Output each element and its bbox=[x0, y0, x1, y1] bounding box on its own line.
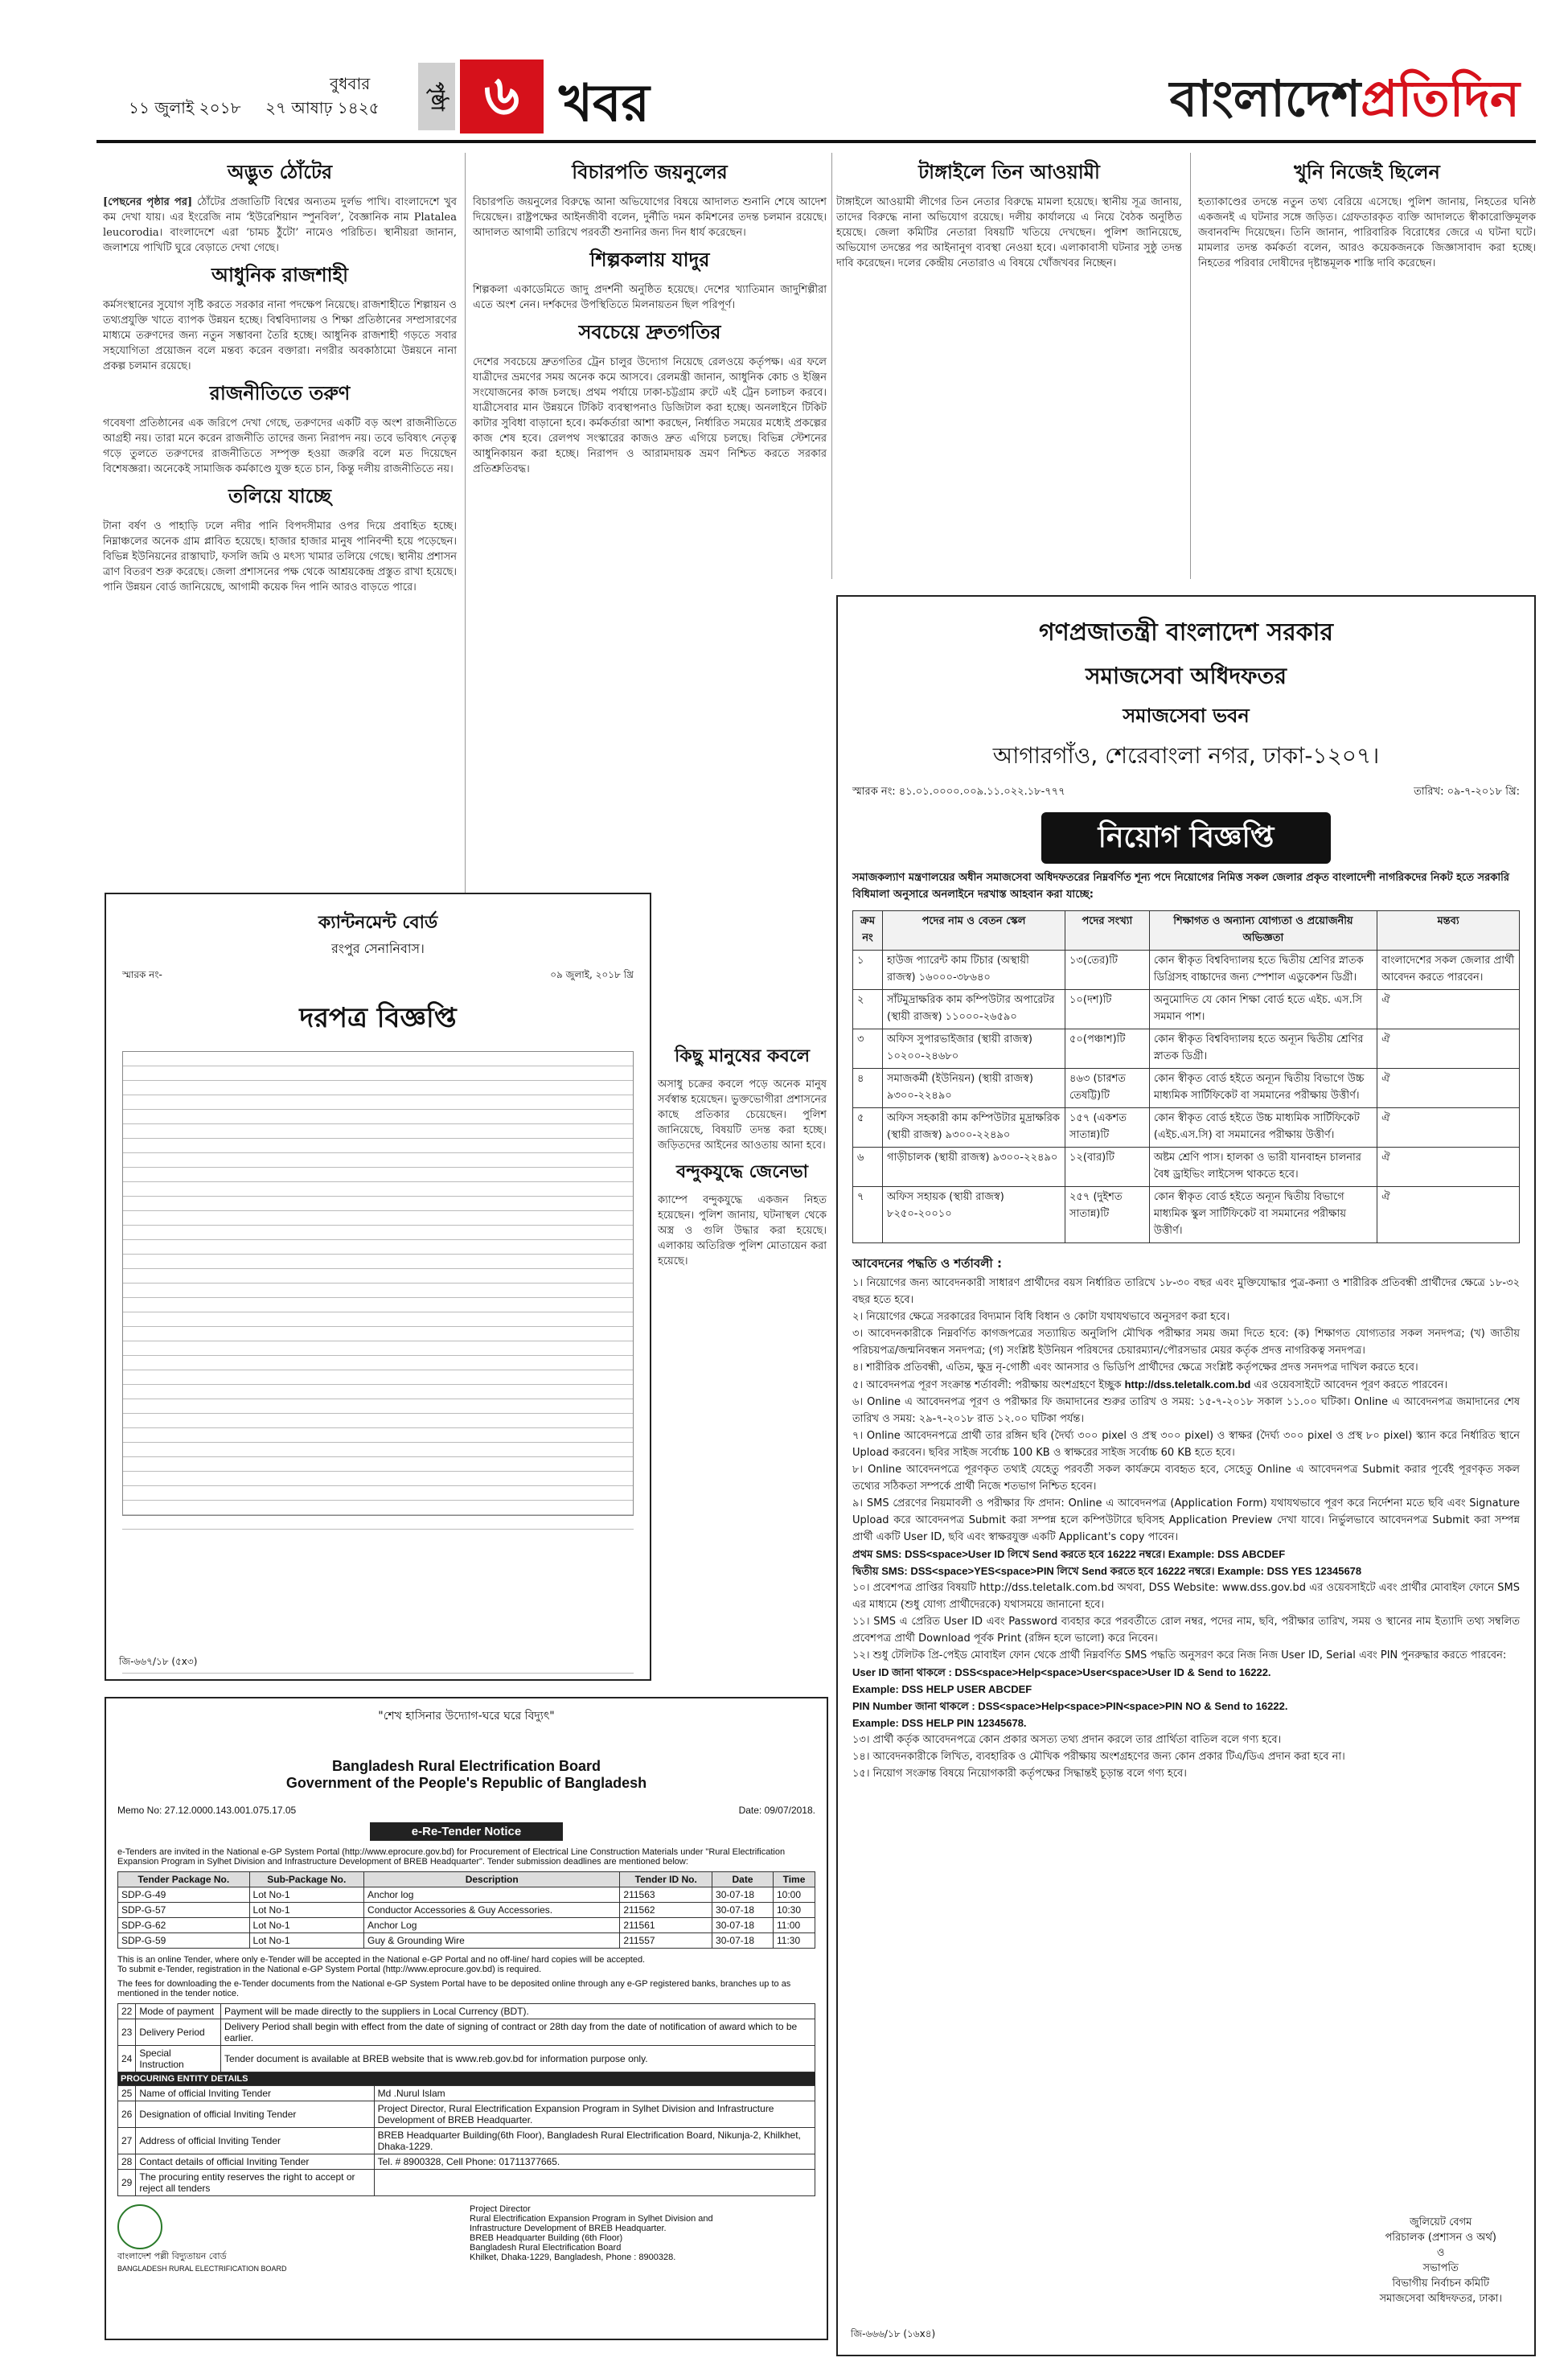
table-cell: ১০(দশ)টি bbox=[1065, 990, 1149, 1029]
column-2b bbox=[658, 1037, 827, 1681]
table-cell: Lot No-1 bbox=[249, 1903, 364, 1918]
notice-dept: সমাজসেবা অধিদফতর bbox=[1086, 663, 1287, 689]
tender-table bbox=[122, 1051, 634, 1516]
table-cell: ১২(বার)টি bbox=[1065, 1148, 1149, 1187]
table-row bbox=[118, 2101, 815, 2128]
table-cell: 10:00 bbox=[774, 1887, 815, 1903]
table-cell: 24 bbox=[118, 2046, 136, 2072]
page-number: ৬ bbox=[460, 60, 544, 133]
article-text: কর্মসংস্থানের সুযোগ সৃষ্টি করতে সরকার নানা পদক্ষেপ নিয়েছে। রাজশাহীতে শিল্পায়ন ও তথ্যপ্রযুক্তি খাতে ব্যাপক উন্নয়ন হচ্ছে। বিশ্ববিদ্যালয় ও শিক্ষা প্রতিষ্ঠানের সম্প্রসারণের মাধ্যমে তরুণদের জন্য নতুন সম্ভাবনা তৈরি হচ্ছে। আধুনিক রাজশাহী গড়তে সবার সহযোগিতা প্রয়োজন বলে মন্তব্য করেন বক্তারা। নগরীর অবকাঠামো উন্নয়নে নানা প্রকল্প চলমান রয়েছে। bbox=[103, 299, 457, 372]
headline: সবচেয়ে দ্রুতগতির bbox=[578, 321, 721, 343]
table-cell: ঐ bbox=[1377, 1187, 1520, 1243]
table-cell: অনুমোদিত যে কোন শিক্ষা বোর্ড হতে এইচ. এস.সি সমমান পাশ। bbox=[1149, 990, 1377, 1029]
breb-note: To submit e-Tender, registration in the National e-GP System Portal (http://www.eprocure.gov.bd) is required. bbox=[117, 1965, 542, 1974]
table-cell: ৫০(পঞ্চাশ)টি bbox=[1065, 1029, 1149, 1069]
masthead-date: ১১ জুলাই ২০১৮ bbox=[129, 98, 241, 117]
table-cell: Payment will be made directly to the suppliers in Local Currency (BDT). bbox=[221, 2004, 815, 2019]
table-cell: ৬ bbox=[853, 1148, 883, 1187]
table-cell: 27 bbox=[118, 2128, 136, 2154]
table-header: মন্তব্য bbox=[1377, 911, 1520, 951]
headline: রাজনীতিতে তরুণ bbox=[209, 382, 351, 405]
column-3 bbox=[836, 153, 1182, 587]
ad-title: দরপত্র বিজ্ঞপ্তি bbox=[299, 1002, 457, 1034]
online-url[interactable]: http://dss.teletalk.com.bd bbox=[1124, 1378, 1251, 1390]
govt-recruitment-notice bbox=[836, 595, 1536, 2356]
table-header: Sub-Package No. bbox=[249, 1872, 364, 1887]
notice-address: আগারগাঁও, শেরেবাংলা নগর, ঢাকা-১২০৭। bbox=[992, 742, 1380, 769]
column-4 bbox=[1198, 153, 1536, 587]
table-cell: অফিস সহকারী কাম কম্পিউটার মুদ্রাক্ষরিক (স্থায়ী রাজস্ব) ৯৩০০-২২৪৯০ bbox=[883, 1108, 1065, 1148]
table-cell: ঐ bbox=[1377, 1108, 1520, 1148]
table-cell: Contact details of official Inviting Tender bbox=[136, 2154, 374, 2170]
lead-tag: [পেছনের পৃষ্ঠার পর] bbox=[103, 196, 193, 208]
table-cell: Md .Nurul Islam bbox=[374, 2086, 815, 2101]
table-cell: 11:30 bbox=[774, 1933, 815, 1949]
signature-line: Bangladesh Rural Electrification Board bbox=[470, 2243, 622, 2253]
table-row bbox=[118, 2046, 815, 2072]
table-row bbox=[118, 1918, 815, 1933]
table-row bbox=[853, 990, 1520, 1029]
table-cell: কোন স্বীকৃত বোর্ড হইতে উচ্চ মাধ্যমিক সার্টিফিকেট (এইচ.এস.সি) বা সমমানের পরীক্ষায় উত্তীর্ণ। bbox=[1149, 1108, 1377, 1148]
table-cell: ঐ bbox=[1377, 990, 1520, 1029]
table-cell: 10:30 bbox=[774, 1903, 815, 1918]
table-header: শিক্ষাগত ও অন্যান্য যোগ্যতা ও প্রয়োজনীয় অভিজ্ঞতা bbox=[1149, 911, 1377, 951]
table-cell: Tender document is available at BREB website that is www.reb.gov.bd for information purpose only. bbox=[221, 2046, 815, 2072]
breb-note: This is an online Tender, where only e-Tender will be accepted in the National e-GP Portal and no off-line/ hard copies will be accepted. bbox=[117, 1955, 646, 1965]
help-instruction-2b: Example: DSS HELP PIN 12345678. bbox=[852, 1717, 1027, 1729]
table-cell: 22 bbox=[118, 2004, 136, 2019]
table-cell: ঐ bbox=[1377, 1029, 1520, 1069]
table-cell: ঐ bbox=[1377, 1148, 1520, 1187]
table-cell: Anchor Log bbox=[364, 1918, 620, 1933]
logo-part-a: বাংলাদেশ bbox=[1169, 69, 1361, 128]
table-header: Time bbox=[774, 1872, 815, 1887]
signature-line: Khilket, Dhaka-1229, Bangladesh, Phone : 8900328. bbox=[470, 2253, 676, 2262]
help-instruction-1: User ID জানা থাকলে : DSS<space>Help<space>User<space>User ID & Send to 16222. bbox=[852, 1666, 1271, 1678]
table-cell: অষ্টম শ্রেণি পাস। হালকা ও ভারী যানবাহন চালনার বৈধ ড্রাইভিং লাইসেন্স থাকতে হবে। bbox=[1149, 1148, 1377, 1187]
breb-logo-icon bbox=[117, 2204, 162, 2249]
notice-intro: সমাজকল্যাণ মন্ত্রণালয়ের অধীন সমাজসেবা অধিদফতরের নিম্নবর্ণিত শূন্য পদে নিয়োগের নিমিত্ত সকল জেলার প্রকৃত বাংলাদেশী নাগরিকদের নিকট হতে সরকারি বিধিমালা অনুসারে অনলাইনে দরখাস্ত আহবান করা যাচ্ছে: bbox=[852, 872, 1510, 901]
table-cell: ৪৬৩ (চারশত তেষট্টি)টি bbox=[1065, 1069, 1149, 1108]
table-cell: SDP-G-57 bbox=[118, 1903, 250, 1918]
article-text: হত্যাকাণ্ডের তদন্তে নতুন তথ্য বেরিয়ে এসেছে। পুলিশ জানায়, নিহতের ঘনিষ্ঠ একজনই এ ঘটনার সঙ্গে জড়িত। গ্রেফতারকৃত ব্যক্তি আদালতে স্বীকারোক্তিমূলক জবানবন্দি দিয়েছেন। তিনি জানান, পারিবারিক বিরোধের জেরে এ ঘটনা ঘটে। মামলার তদন্ত কর্মকর্তা বলেন, আরও কয়েকজনকে জিজ্ঞাসাবাদ করা হচ্ছে। নিহতের পরিবার দোষীদের দৃষ্টান্তমূলক শাস্তি দাবি করেছেন। bbox=[1198, 196, 1536, 269]
table-cell: Delivery Period bbox=[136, 2019, 221, 2046]
table-cell: 30-07-18 bbox=[712, 1918, 774, 1933]
table-cell: Project Director, Rural Electrification Expansion Program in Sylhet Division and Infrastructure Development of BREB Headquarter. bbox=[374, 2101, 815, 2128]
notice-footer: জি-৬৬৬/১৮ (১৬x৪) bbox=[851, 2328, 936, 2339]
headline: খুনি নিজেই ছিলেন bbox=[1294, 161, 1440, 183]
table-row bbox=[853, 1108, 1520, 1148]
article-text: টাঙ্গাইলে আওয়ামী লীগের তিন নেতার বিরুদ্ধে মামলা হয়েছে। স্থানীয় সূত্র জানায়, তাদের বিরুদ্ধে নানা অভিযোগ রয়েছে। দলীয় কার্যালয়ে এ নিয়ে বৈঠক অনুষ্ঠিত হয়েছে। জেলা কমিটির নেতারা বিষয়টি খতিয়ে দেখছেন। পুলিশ জানিয়েছে, অভিযোগ তদন্তের পর আইনানুগ ব্যবস্থা নেওয়া হবে। এলাকাবাসী ঘটনার সুষ্ঠু তদন্ত দাবি করেছেন। দলের কেন্দ্রীয় নেতারাও এ বিষয়ে খোঁজখবর নিচ্ছেন। bbox=[836, 196, 1182, 269]
article-text: দেশের সবচেয়ে দ্রুতগতির ট্রেন চালুর উদ্যোগ নিয়েছে রেলওয়ে কর্তৃপক্ষ। এর ফলে যাত্রীদের ভ্রমণের সময় অনেক কমে আসবে। রেলমন্ত্রী জানান, আধুনিক কোচ ও ইঞ্জিন সংযোজনের কাজ চলছে। প্রথম পর্যায়ে ঢাকা-চট্টগ্রাম রুটে এই ট্রেন চলাচল করবে। যাত্রীসেবার মান উন্নয়নে টিকিট ব্যবস্থাপনাও ডিজিটাল করা হচ্ছে। অনলাইনে টিকিট কাটার সুবিধা বাড়ানো হবে। কর্মকর্তারা আশা করছেন, নির্ধারিত সময়ের মধ্যেই প্রকল্পের কাজ শেষ হবে। রেলপথ সংস্কারের কাজও দ্রুত এগিয়ে চলছে। বিভিন্ন স্টেশনের আধুনিকায়ন করা হচ্ছে। নিরাপদ ও আরামদায়ক ভ্রমণ নিশ্চিত করতে সরকার প্রতিশ্রুতিবদ্ধ। bbox=[473, 356, 827, 475]
breb-info-table bbox=[117, 2003, 815, 2072]
table-cell: 30-07-18 bbox=[712, 1887, 774, 1903]
table-cell: অফিস সুপারভাইজার (স্থায়ী রাজস্ব) ১০২০০-২৪৬৮০ bbox=[883, 1029, 1065, 1069]
table-cell: ১ bbox=[853, 951, 883, 990]
table-row bbox=[118, 1887, 815, 1903]
table-cell: ৭ bbox=[853, 1187, 883, 1243]
table-row bbox=[853, 1187, 1520, 1243]
table-row bbox=[118, 2086, 815, 2101]
signature-line: Infrastructure Development of BREB Headquarter. bbox=[470, 2224, 667, 2233]
table-cell: 30-07-18 bbox=[712, 1933, 774, 1949]
ad-footer: জি-৬৬৭/১৮ (৫x৩) bbox=[119, 1656, 198, 1667]
table-cell: 28 bbox=[118, 2154, 136, 2170]
table-cell: SDP-G-62 bbox=[118, 1918, 250, 1933]
table-cell: কোন স্বীকৃত বিশ্ববিদ্যালয় হতে দ্বিতীয় শ্রেণির স্নাতক ডিগ্রিসহ বাচ্চাদের জন্য স্পেশাল এডুকেশন ডিগ্রী। bbox=[1149, 951, 1377, 990]
table-cell: Special Instruction bbox=[136, 2046, 221, 2072]
table-cell: Lot No-1 bbox=[249, 1918, 364, 1933]
breb-signature bbox=[470, 2204, 815, 2273]
table-cell: Tel. # 8900328, Cell Phone: 01711377665. bbox=[374, 2154, 815, 2170]
table-header: Description bbox=[364, 1872, 620, 1887]
table-row bbox=[118, 1933, 815, 1949]
table-cell: ৩ bbox=[853, 1029, 883, 1069]
table-cell: 11:00 bbox=[774, 1918, 815, 1933]
masthead bbox=[96, 50, 1536, 138]
headline: আধুনিক রাজশাহী bbox=[211, 264, 349, 286]
logo-part-b: প্রতিদিন bbox=[1361, 69, 1520, 128]
table-row bbox=[118, 2154, 815, 2170]
breb-org: Bangladesh Rural Electrification Board bbox=[331, 1758, 601, 1774]
column-divider bbox=[1190, 153, 1191, 579]
vacancy-table bbox=[852, 910, 1520, 1243]
article-text: গবেষণা প্রতিষ্ঠানের এক জরিপে দেখা গেছে, তরুণদের একটি বড় অংশ রাজনীতিতে আগ্রহী নয়। তারা মনে করেন রাজনীতি তাদের জন্য নিরাপদ নয়। তবে ভবিষ্যৎ নেতৃত্ব গড়ে তুলতে তরুণদের রাজনীতিতে সম্পৃক্ত হওয়া জরুরি বলে মত দিয়েছেন বিশেষজ্ঞরা। অনেকেই সামাজিক কর্মকাণ্ডে যুক্ত হতে চান, কিন্তু দলীয় রাজনীতিতে নয়। bbox=[103, 417, 457, 475]
table-cell: Lot No-1 bbox=[249, 1933, 364, 1949]
table-cell: ৪ bbox=[853, 1069, 883, 1108]
masthead-rule bbox=[96, 140, 1536, 143]
table-header: Tender ID No. bbox=[620, 1872, 712, 1887]
ad-subheader: রংপুর সেনানিবাস। bbox=[331, 941, 425, 956]
breb-tender-ad bbox=[105, 1697, 828, 2340]
headline: টাঙ্গাইলে তিন আওয়ামী bbox=[918, 161, 1100, 183]
signature-line: জুলিয়েট বেগম bbox=[1410, 2216, 1472, 2228]
table-header: পদের নাম ও বেতন স্কেল bbox=[883, 911, 1065, 951]
table-cell: Guy & Grounding Wire bbox=[364, 1933, 620, 1949]
table-cell: 25 bbox=[118, 2086, 136, 2101]
table-cell: SDP-G-59 bbox=[118, 1933, 250, 1949]
breb-proc-table bbox=[117, 2085, 815, 2196]
table-row bbox=[118, 1903, 815, 1918]
table-cell: ১৫৭ (একশত সাতান্ন)টি bbox=[1065, 1108, 1149, 1148]
headline: কিছু মানুষের কবলে bbox=[674, 1046, 810, 1066]
table-cell: Name of official Inviting Tender bbox=[136, 2086, 374, 2101]
table-row bbox=[853, 1029, 1520, 1069]
table-cell: সাঁটমুদ্রাক্ষরিক কাম কম্পিউটার অপারেটর (স্থায়ী রাজস্ব) ১১০০০-২৬৫৯০ bbox=[883, 990, 1065, 1029]
table-cell: 26 bbox=[118, 2101, 136, 2128]
table-cell: কোন স্বীকৃত বোর্ড হইতে অন্যূন দ্বিতীয় বিভাগে উচ্চ মাধ্যমিক সার্টিফিকেট বা সমমানের পরীক্ষায় উত্তীর্ণ। bbox=[1149, 1069, 1377, 1108]
help-instruction-2: PIN Number জানা থাকলে : DSS<space>Help<space>PIN<space>PIN NO & Send to 16222. bbox=[852, 1700, 1288, 1712]
breb-note: The fees for downloading the e-Tender documents from the National e-GP System Portal have to be deposited online through any e-GP registered banks, branches up to as mentioned in the tender notice. bbox=[117, 1979, 791, 1998]
article-text: ক্যাম্পে বন্দুকযুদ্ধে একজন নিহত হয়েছেন। পুলিশ জানায়, ঘটনাস্থল থেকে অস্ত্র ও গুলি উদ্ধার করা হয়েছে। এলাকায় অতিরিক্ত পুলিশ মোতায়েন করা হয়েছে। bbox=[658, 1194, 827, 1267]
article-text: বিচারপতি জয়নুলের বিরুদ্ধে আনা অভিযোগের বিষয়ে আদালত শুনানি শেষে আদেশ দিয়েছেন। রাষ্ট্রপক্ষের আইনজীবী বলেন, দুর্নীতি দমন কমিশনের তদন্ত চলমান রয়েছে। আদালত আগামী তারিখে পরবর্তী শুনানির জন্য দিন ধার্য করেছেন। bbox=[473, 196, 827, 239]
terms-title: আবেদনের পদ্ধতি ও শর্তাবলী : bbox=[852, 1256, 1002, 1271]
headline: বন্দুকযুদ্ধে জেনেভা bbox=[676, 1162, 808, 1182]
table-cell: ১৩(তের)টি bbox=[1065, 951, 1149, 990]
breb-notice-title: e-Re-Tender Notice bbox=[370, 1822, 563, 1841]
signature-line: বিভাগীয় নির্বাচন কমিটি bbox=[1392, 2277, 1490, 2290]
table-header: Date bbox=[712, 1872, 774, 1887]
table-cell: SDP-G-49 bbox=[118, 1887, 250, 1903]
column-1 bbox=[103, 153, 457, 860]
headline: বিচারপতি জয়নুলের bbox=[572, 161, 728, 183]
table-cell bbox=[374, 2170, 815, 2196]
table-cell: Lot No-1 bbox=[249, 1887, 364, 1903]
breb-memo: Memo No: 27.12.0000.143.001.075.17.05 bbox=[117, 1805, 297, 1816]
breb-logo-bn: বাংলাদেশ পল্লী বিদ্যুতায়ন বোর্ড bbox=[117, 2251, 227, 2261]
help-instruction-1b: Example: DSS HELP USER ABCDEF bbox=[852, 1683, 1032, 1695]
ad-date: ০৯ জুলাই, ২০১৮ খ্রি bbox=[550, 969, 634, 980]
table-cell: Anchor log bbox=[364, 1887, 620, 1903]
notice-building: সমাজসেবা ভবন bbox=[1123, 704, 1250, 727]
table-cell: 211562 bbox=[620, 1903, 712, 1918]
table-cell: ৫ bbox=[853, 1108, 883, 1148]
breb-gov: Government of the People's Republic of Bangladesh bbox=[285, 1775, 647, 1791]
table-cell: Conductor Accessories & Guy Accessories. bbox=[364, 1903, 620, 1918]
sms-instruction-1: DSS<space>User ID লিখে Send করতে হবে 16222 নম্বরে। Example: DSS ABCDEF bbox=[905, 1548, 1286, 1560]
table-cell: বাংলাদেশের সকল জেলার প্রার্থী আবেদন করতে পারবেন। bbox=[1377, 951, 1520, 990]
signature-line: সমাজসেবা অধিদফতর, ঢাকা। bbox=[1379, 2293, 1502, 2305]
page-label: পৃষ্ঠা bbox=[418, 63, 455, 130]
headline: অদ্ভুত ঠোঁটের bbox=[227, 161, 333, 183]
ad-ref: স্মারক নং- bbox=[122, 969, 162, 980]
newspaper-logo bbox=[1170, 61, 1520, 144]
table-cell: গাড়ীচালক (স্থায়ী রাজস্ব) ৯৩০০-২২৪৯০ bbox=[883, 1148, 1065, 1187]
tender-notes bbox=[122, 1529, 634, 1674]
tender-notice-ad bbox=[105, 893, 651, 1681]
terms-text: ১। নিয়োগের জন্য আবেদনকারী সাধারণ প্রার্থীদের বয়স নির্ধারিত তারিখে ১৮-৩০ বছর এবং মুক্তিযোদ্ধার পুত্র-কন্যা ও শারীরিক প্রতিবন্ধী প্রার্থীদের ক্ষেত্রে ১৮-৩২ বছর হতে হবে। ২। নিয়োগের ক্ষেত্রে সরকারের বিদ্যমান বিধি বিধান ও কোটা যথাযথভাবে অনুসরণ করা হবে। ৩। আবেদনকারীকে নিম্নবর্ণিত কাগজপত্রের সত্যায়িত অনুলিপি মৌখিক পরীক্ষার সময় জমা দিতে হবে: (ক) শিক্ষাগত যোগ্যতার সকল সনদপত্র; (খ) জাতীয় পরিচয়পত্র/জন্মনিবন্ধন সনদপত্র; (গ) সংশ্লিষ্ট ইউনিয়ন পরিষদের চেয়ারম্যান/পৌরসভার মেয়র কর্তৃক প্রদত্ত নাগরিকত্ব সনদপত্র। ৪। শারীরিক প্রতিবন্ধী, এতিম, ক্ষুদ্র নৃ-গোষ্ঠী এবং আনসার ও ভিডিপি প্রার্থীদের ক্ষেত্রে সংশ্লিষ্ট কর্তৃপক্ষের প্রদত্ত সনদপত্র দাখিল করতে হবে। ৫। আবেদনপত্র পূরণ সংক্রান্ত শর্তাবলী: পরীক্ষায় অংশগ্রহণে ইচ্ছুক http://dss.teletalk.com.bd এর ওয়েবসাইটে আবেদন পূরণ করতে পারবেন। ৬। Online এ আবেদনপত্র পূরণ ও পরীক্ষার ফি জমাদানের শুরুর তারিখ ও সময়: ১৫-৭-২০১৮ সকাল ১১.০০ ঘটিকা। Online এ আবেদনপত্র জমাদানের শেষ তারিখ ও সময়: ২৯-৭-২০১৮ রাত ১২.০০ ঘটিকা পর্যন্ত। ৭। Online আবেদনপত্রে প্রার্থী তার রঙ্গিন ছবি (দৈর্ঘ্য ৩০০ pixel ও প্রস্থ ৩০০ pixel) ও স্বাক্ষর (দৈর্ঘ্য ৩০০ pixel ও প্রস্থ ৮০ pixel) স্ক্যান করে নির্ধারিত স্থানে Upload করবেন। ছবির সাইজ সর্বোচ্চ 100 KB ও স্বাক্ষরের সাইজ সর্বোচ্চ 60 KB হতে হবে। ৮। Online আবেদনপত্রে পূরণকৃত তথ্যই যেহেতু পরবর্তী সকল কার্যক্রমে ব্যবহৃত হবে, সেহেতু Online এ আবেদনপত্র Submit করার পূর্বেই পূরণকৃত সকল তথ্যের সঠিকতা সম্পর্কে প্রার্থী নিজে শতভাগ নিশ্চিত হবেন। ৯। SMS প্রেরণের নিয়মাবলী ও পরীক্ষার ফি প্রদান: Online এ আবেদনপত্র (Application Form) যথাযথভাবে পূরণ করে নির্দেশনা মতে ছবি এবং Signature Upload করে আবেদনপত্র Submit করা সম্পন্ন হলে কম্পিউটারে ছবিসহ Application Preview দেখা যাবে। নির্ভুলভাবে আবেদনপত্র Submit করা সম্পন্ন প্রার্থী একটি User ID, ছবি এবং স্বাক্ষরযুক্ত একটি Applicant's copy পাবেন। প্রথম SMS: DSS<space>User ID লিখে Send করতে হবে 16222 নম্বরে। Example: DSS ABCDEF দ্বিতীয় SMS: DSS<space>YES<space>PIN লিখে Send করতে হবে 16222 নম্বরে। Example: DSS YES 12345678 ১০। প্রবেশপত্র প্রাপ্তির বিষয়টি http://dss.teletalk.com.bd অথবা, DSS Website: www.dss.gov.bd এর ওয়েবসাইটে এবং প্রার্থীর মোবাইল ফোনে SMS এর মাধ্যমে (শুধু যোগ্য প্রার্থীদেরকে) যথাসময়ে জানানো হবে। ১১। SMS এ প্রেরিত User ID এবং Password ব্যবহার করে পরবর্তীতে রোল নম্বর, পদের নাম, ছবি, পরীক্ষার তারিখ, সময় ও স্থানের নাম ইত্যাদি তথ্য সম্বলিত প্রবেশপত্র প্রার্থী Download পূর্বক Print (রঙ্গিন হলে ভালো) করে নিবেন। ১২। শুধু টেলিটক প্রি-পেইড মোবাইল ফোন থেকে প্রার্থী নিম্নবর্ণিত SMS পদ্ধতি অনুসরণ করে নিজ নিজ User ID, Serial এবং PIN পুনরুদ্ধার করতে পারবেন: User ID জানা থাকলে : DSS<space>Help<space>User<space>User ID & Send to 16222. Example: DSS HELP USER ABCDEF PIN Number জানা থাকলে : DSS<space>Help<space>PIN<space>PIN NO & Send to 16222. Example: DSS HELP PIN 12345678. ১৩। প্রার্থী কর্তৃক আবেদনপত্রে কোন প্রকার অসত্য তথ্য প্রদান করলে তার প্রার্থিতা বাতিল বলে গণ্য হবে। ১৪। আবেদনকারীকে লিখিত, ব্যবহারিক ও মৌখিক পরীক্ষায় অংশগ্রহণের জন্য কোন প্রকার টিএ/ডিএ প্রদান করা হবে না। ১৫। নিয়োগ সংক্রান্ত বিষয়ে নিয়োগকারী কর্তৃপক্ষের সিদ্ধান্তই চূড়ান্ত বলে গণ্য হবে। bbox=[852, 1277, 1520, 1780]
breb-proc-title: PROCURING ENTITY DETAILS bbox=[117, 2072, 815, 2085]
masthead-date-bn: ২৭ আষাঢ় ১৪২৫ bbox=[265, 98, 380, 117]
table-row bbox=[853, 1069, 1520, 1108]
masthead-day: বুধবার bbox=[330, 74, 371, 93]
table-row bbox=[118, 2170, 815, 2196]
signature-line: BREB Headquarter Building (6th Floor) bbox=[470, 2233, 623, 2243]
table-row bbox=[118, 2019, 815, 2046]
article-text: [পেছনের পৃষ্ঠার পর] ঠোঁটের প্রজাতিটি বিশ্বের অন্যতম দুর্লভ পাখি। বাংলাদেশে খুব কম দেখা যায়। এর ইংরেজি নাম ‘ইউরেশিয়ান স্পুনবিল’, বৈজ্ঞানিক নাম Platalea leucorodia। বাংলাদেশে এরা ‘চামচ ঠুঁটো’ নামেও পরিচিত। স্থানীয়রা জানান, জলাশয়ে পাখিটি ঘুরে বেড়াতে দেখা গেছে। bbox=[103, 196, 458, 254]
table-cell: Address of official Inviting Tender bbox=[136, 2128, 374, 2154]
table-cell: Designation of official Inviting Tender bbox=[136, 2101, 374, 2128]
signature-line: সভাপতি bbox=[1422, 2262, 1459, 2274]
table-header: পদের সংখ্যা bbox=[1065, 911, 1149, 951]
table-cell: অফিস সহায়ক (স্থায়ী রাজস্ব) ৮২৫০-২০০১০ bbox=[883, 1187, 1065, 1243]
article-text: অসাধু চক্রের কবলে পড়ে অনেক মানুষ সর্বস্বান্ত হয়েছেন। ভুক্তভোগীরা প্রশাসনের কাছে প্রতিকার চেয়েছেন। পুলিশ জানিয়েছে, বিষয়টি তদন্ত করা হচ্ছে। জড়িতদের আইনের আওতায় আনা হবে। bbox=[658, 1078, 827, 1152]
table-row bbox=[853, 1148, 1520, 1187]
table-cell: 23 bbox=[118, 2019, 136, 2046]
headline: শিল্পকলায় যাদুর bbox=[589, 248, 710, 271]
notice-govt: গণপ্রজাতন্ত্রী বাংলাদেশ সরকার bbox=[1039, 618, 1333, 647]
table-cell: কোন স্বীকৃত বিশ্ববিদ্যালয় হতে অন্যূন দ্বিতীয় শ্রেণির স্নাতক ডিগ্রী। bbox=[1149, 1029, 1377, 1069]
table-row bbox=[118, 2004, 815, 2019]
breb-slogan: "শেখ হাসিনার উদ্যোগ-ঘরে ঘরে বিদ্যুৎ" bbox=[378, 1710, 555, 1723]
signature-line: ও bbox=[1436, 2247, 1445, 2259]
table-cell: Mode of payment bbox=[136, 2004, 221, 2019]
table-cell: 30-07-18 bbox=[712, 1903, 774, 1918]
breb-tender-table bbox=[117, 1871, 815, 1949]
breb-date: Date: 09/07/2018. bbox=[738, 1805, 815, 1816]
breb-intro: e-Tenders are invited in the National e-GP System Portal (http://www.eprocure.gov.bd) for Procurement of Electrical Line Construction Materials under "Rural Electrification Expansion Program in Sylhet Division and Infrastructure Development of BREB Headquarter". Tender submission deadlines are mentioned below: bbox=[117, 1847, 786, 1867]
table-row bbox=[853, 951, 1520, 990]
table-cell: হাউজ প্যারেন্ট কাম টিচার (অস্থায়ী রাজস্ব) ১৬০০০-৩৮৬৪০ bbox=[883, 951, 1065, 990]
headline: তলিয়ে যাচ্ছে bbox=[228, 485, 332, 507]
table-cell: ২ bbox=[853, 990, 883, 1029]
table-cell: 211561 bbox=[620, 1918, 712, 1933]
ad-header: ক্যান্টনমেন্ট বোর্ড bbox=[318, 913, 438, 933]
signature-line: Project Director bbox=[470, 2204, 531, 2214]
table-cell: সমাজকর্মী (ইউনিয়ন) (স্থায়ী রাজস্ব) ৯৩০০-২২৪৯০ bbox=[883, 1069, 1065, 1108]
notice-ref: স্মারক নং: ৪১.০১.০০০০.০০৯.১১.০২২.১৮-৭৭৭ bbox=[852, 786, 1065, 798]
table-header: ক্রম নং bbox=[853, 911, 883, 951]
table-cell: The procuring entity reserves the right to accept or reject all tenders bbox=[136, 2170, 374, 2196]
table-cell: ঐ bbox=[1377, 1069, 1520, 1108]
table-cell: 211563 bbox=[620, 1887, 712, 1903]
signature-line: পরিচালক (প্রশাসন ও অর্থ) bbox=[1385, 2232, 1496, 2244]
table-cell: কোন স্বীকৃত বোর্ড হইতে অন্যূন দ্বিতীয় বিভাগে মাধ্যমিক স্কুল সার্টিফিকেট বা সমমানের পরীক্ষায় উত্তীর্ণ। bbox=[1149, 1187, 1377, 1243]
notice-date: তারিখ: ০৯-৭-২০১৮ খ্রি: bbox=[1414, 786, 1520, 798]
section-title: খবর bbox=[559, 74, 650, 133]
article-text: টানা বর্ষণ ও পাহাড়ি ঢলে নদীর পানি বিপদসীমার ওপর দিয়ে প্রবাহিত হচ্ছে। নিম্নাঞ্চলের অনেক গ্রাম প্লাবিত হয়েছে। হাজার হাজার মানুষ পানিবন্দী হয়ে পড়েছেন। বিভিন্ন ইউনিয়নের রাস্তাঘাট, ফসলি জমি ও মৎস্য খামার তলিয়ে গেছে। স্থানীয় প্রশাসন ত্রাণ বিতরণ শুরু করেছে। জেলা প্রশাসনের পক্ষ থেকে আশ্রয়কেন্দ্র প্রস্তুত রাখা হয়েছে। পানি উন্নয়ন বোর্ড জানিয়েছে, আগামী কয়েক দিন পানি আরও বাড়তে পারে। bbox=[103, 520, 457, 594]
breb-logo-en: BANGLADESH RURAL ELECTRIFICATION BOARD bbox=[117, 2265, 287, 2273]
sms-instruction-2: DSS<space>YES<space>PIN লিখে Send করতে হবে 16222 নম্বরে। Example: DSS YES 12345678 bbox=[910, 1565, 1362, 1577]
notice-signature bbox=[1379, 2215, 1502, 2306]
signature-line: Rural Electrification Expansion Program in Sylhet Division and bbox=[470, 2214, 713, 2224]
table-cell: BREB Headquarter Building(6th Floor), Bangladesh Rural Electrification Board, Nikunja-2, Khilkhet, Dhaka-1229. bbox=[374, 2128, 815, 2154]
column-divider bbox=[831, 153, 832, 579]
table-cell: ২৫৭ (দুইশত সাতান্ন)টি bbox=[1065, 1187, 1149, 1243]
table-header: Tender Package No. bbox=[118, 1872, 250, 1887]
article-text: শিল্পকলা একাডেমিতে জাদু প্রদর্শনী অনুষ্ঠিত হয়েছে। দেশের খ্যাতিমান জাদুশিল্পীরা এতে অংশ নেন। দর্শকদের উপস্থিতিতে মিলনায়তন ছিল পরিপূর্ণ। bbox=[473, 284, 827, 311]
table-row bbox=[118, 2128, 815, 2154]
table-cell: 29 bbox=[118, 2170, 136, 2196]
notice-banner: নিয়োগ বিজ্ঞপ্তি bbox=[1041, 812, 1331, 864]
table-cell: Delivery Period shall begin with effect from the date of signing of contract or 28th day from the date of notification of award which to be earlier. bbox=[221, 2019, 815, 2046]
table-cell: 211557 bbox=[620, 1933, 712, 1949]
